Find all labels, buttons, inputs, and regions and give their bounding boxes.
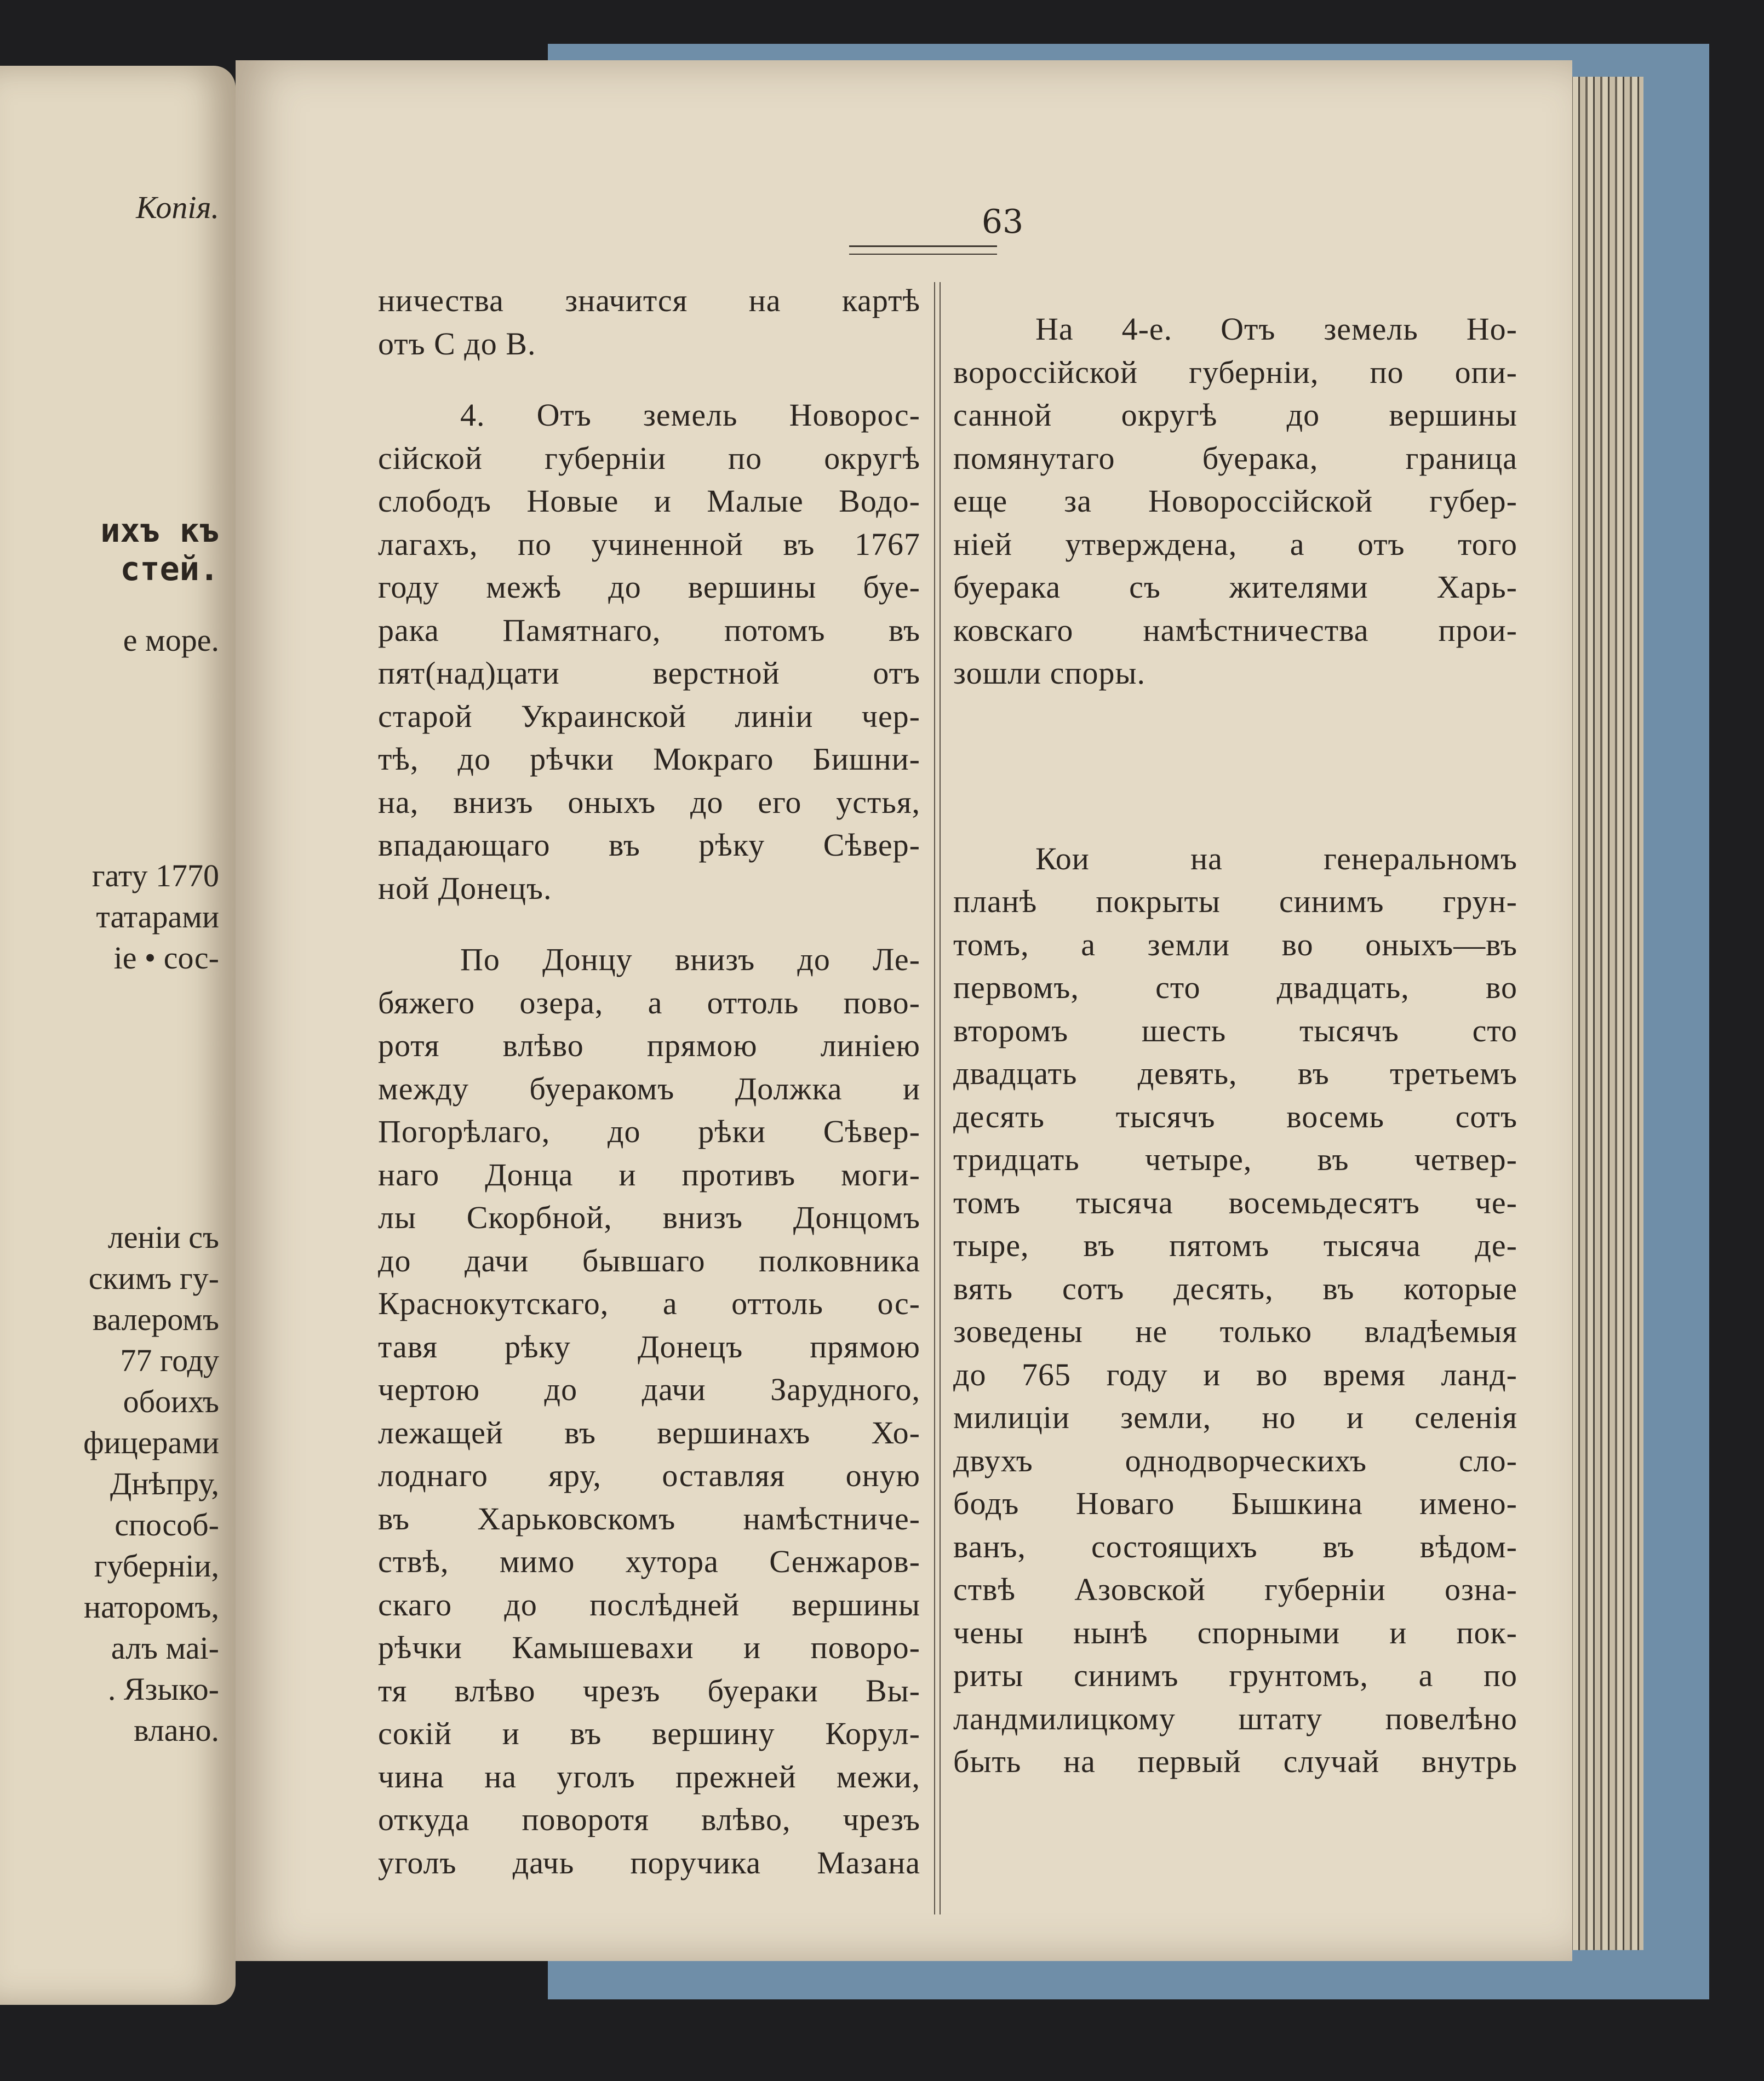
text-line: слободъ Новые и Малые Водо- bbox=[378, 483, 920, 519]
text-line: тридцать четыре, въ четвер- bbox=[953, 1142, 1517, 1177]
paragraph-gap bbox=[378, 365, 920, 394]
text-line: вять сотъ десять, въ которые bbox=[953, 1270, 1517, 1306]
text-line: рака Памятнаго, потомъ въ bbox=[378, 612, 920, 648]
text-line: ничества значится на картѣ bbox=[378, 283, 920, 318]
left-page-fragment: леніи съ bbox=[107, 1219, 219, 1255]
text-line: помянутаго буерака, граница bbox=[953, 440, 1517, 476]
text-line: второмъ шесть тысячъ сто bbox=[953, 1012, 1517, 1048]
text-line: чина на уголъ прежней межи, bbox=[378, 1758, 920, 1795]
paragraph-gap bbox=[953, 279, 1517, 308]
left-page-fragment: губерніи, bbox=[94, 1548, 219, 1584]
text-line: старой Украинской линіи чер- bbox=[378, 698, 920, 734]
text-line: сокій и въ вершину Корул- bbox=[378, 1716, 920, 1751]
text-line: бяжего озера, а оттоль пово- bbox=[378, 984, 920, 1021]
text-line: милиціи земли, но и селенія bbox=[953, 1400, 1517, 1435]
left-page-fragment: гату 1770 bbox=[91, 858, 219, 893]
text-line: томъ, а земли во оныхъ—въ bbox=[953, 926, 1517, 962]
left-page-fragment: Копія. bbox=[136, 190, 219, 225]
text-line: тѣ, до рѣчки Мокраго Бишни- bbox=[378, 741, 920, 777]
left-page-fragment: обоихъ bbox=[123, 1384, 219, 1419]
text-line: скаго до послѣдней вершины bbox=[378, 1586, 920, 1623]
text-line: ротя влѣво прямою линіею bbox=[378, 1028, 920, 1063]
text-line: десять тысячъ восемь сотъ bbox=[953, 1098, 1517, 1134]
left-page-fragment: валеромъ bbox=[92, 1302, 219, 1337]
left-page bbox=[0, 66, 236, 2005]
text-line: санной округѣ до вершины bbox=[953, 397, 1517, 433]
text-line: бодъ Новаго Бышкина имено- bbox=[953, 1486, 1517, 1521]
text-line: до дачи бывшаго полковника bbox=[378, 1242, 920, 1279]
column-divider bbox=[934, 282, 941, 1914]
text-line: буерака съ жителями Харь- bbox=[953, 569, 1517, 605]
text-line: ной Донецъ. bbox=[378, 870, 552, 906]
text-line: ковскаго намѣстничества прои- bbox=[953, 612, 1517, 648]
left-page-fragment: алъ маі- bbox=[111, 1630, 219, 1666]
text-line: ландмилицкому штату повелѣно bbox=[953, 1700, 1517, 1736]
text-line: до 765 году и во время ланд- bbox=[953, 1356, 1517, 1392]
text-line: году межѣ до вершины буе- bbox=[378, 569, 920, 605]
page-number: 63 bbox=[981, 203, 1024, 241]
text-line: двадцать девять, въ третьемъ bbox=[953, 1056, 1517, 1091]
left-page-fragment: способ- bbox=[114, 1507, 219, 1543]
text-line: въ Харьковскомъ намѣстниче- bbox=[378, 1500, 920, 1537]
text-line: лы Скорбной, внизъ Донцомъ bbox=[378, 1200, 920, 1235]
text-line: лагахъ, по учиненной въ 1767 bbox=[378, 526, 920, 562]
left-page-fragment: ихъ къ bbox=[100, 512, 219, 550]
text-line: чены нынѣ спорными и пок- bbox=[953, 1614, 1517, 1650]
text-line: ствѣ, мимо хутора Сенжаров- bbox=[378, 1544, 920, 1579]
text-line: лоднаго яру, оставляя оную bbox=[378, 1458, 920, 1493]
left-page-fragment: е море. bbox=[123, 622, 219, 658]
right-text-column bbox=[953, 279, 1517, 1784]
left-page-fragment: іе • сос- bbox=[113, 940, 219, 976]
text-line: По Донцу внизъ до Ле- bbox=[460, 942, 920, 977]
text-line: лежащей въ вершинахъ Хо- bbox=[378, 1414, 920, 1451]
left-page-fragment: . Языко- bbox=[107, 1671, 219, 1707]
text-line: откуда поворотя влѣво, чрезъ bbox=[378, 1802, 920, 1837]
text-line: ніей утверждена, а отъ того bbox=[953, 526, 1517, 562]
text-line: Погорѣлаго, до рѣки Сѣвер- bbox=[378, 1114, 920, 1149]
left-page-fragment: 77 году bbox=[120, 1343, 219, 1378]
text-line: 4. Отъ земель Новорос- bbox=[460, 397, 920, 433]
text-line: зоведены не только владѣемыя bbox=[953, 1314, 1517, 1349]
text-line: двухъ однодворческихъ сло- bbox=[953, 1442, 1517, 1478]
text-line: тыре, въ пятомъ тысяча де- bbox=[953, 1228, 1517, 1263]
text-line: Кои на генеральномъ bbox=[1035, 840, 1517, 876]
text-line: На 4-е. Отъ земель Но- bbox=[1035, 311, 1517, 347]
text-line: ствѣ Азовской губерніи озна- bbox=[953, 1572, 1517, 1607]
paragraph-gap bbox=[953, 695, 1517, 838]
text-line: тавя рѣку Донецъ прямою bbox=[378, 1328, 920, 1365]
text-line: еще за Новороссійской губер- bbox=[953, 483, 1517, 519]
paragraph-gap bbox=[378, 910, 920, 938]
text-line: вороссійской губерніи, по опи- bbox=[953, 354, 1517, 390]
left-page-fragment: скимъ гу- bbox=[88, 1260, 219, 1296]
text-line: зошли споры. bbox=[953, 655, 1146, 691]
left-text-column bbox=[378, 279, 920, 1884]
text-line: между буеракомъ Должка и bbox=[378, 1070, 920, 1107]
text-line: первомъ, сто двадцать, во bbox=[953, 970, 1517, 1005]
text-line: наго Донца и противъ моги- bbox=[378, 1156, 920, 1193]
text-line: уголъ дачь поручика Мазана bbox=[378, 1844, 920, 1881]
text-line: рѣчки Камышевахи и поворо- bbox=[378, 1630, 920, 1665]
text-line: томъ тысяча восемьдесятъ че- bbox=[953, 1184, 1517, 1220]
text-line: Краснокутскаго, а оттоль ос- bbox=[378, 1286, 920, 1321]
text-line: тя влѣво чрезъ буераки Вы- bbox=[378, 1672, 920, 1709]
right-page bbox=[236, 60, 1572, 1961]
left-page-fragment: влано. bbox=[134, 1712, 219, 1748]
text-line: впадающаго въ рѣку Сѣвер- bbox=[378, 827, 920, 863]
text-line: риты синимъ грунтомъ, а по bbox=[953, 1658, 1517, 1693]
text-line: отъ С до В. bbox=[378, 325, 536, 362]
page-number-rule bbox=[849, 245, 997, 255]
left-page-fragment: фицерами bbox=[83, 1425, 219, 1460]
text-line: планѣ покрыты синимъ грун- bbox=[953, 884, 1517, 919]
text-line: на, внизъ оныхъ до его устья, bbox=[378, 784, 920, 820]
left-page-fragment: стей. bbox=[120, 550, 219, 588]
text-line: пят(над)цати верстной отъ bbox=[378, 655, 920, 691]
text-line: ванъ, состоящихъ въ вѣдом- bbox=[953, 1528, 1517, 1564]
left-page-fragment: наторомъ, bbox=[84, 1589, 219, 1625]
left-page-fragment: Днѣпру, bbox=[110, 1466, 219, 1501]
left-page-fragment: татарами bbox=[96, 899, 219, 935]
text-line: сійской губерніи по округѣ bbox=[378, 440, 920, 476]
text-line: чертою до дачи Зарудного, bbox=[378, 1372, 920, 1407]
text-line: быть на первый случай внутрь bbox=[953, 1744, 1517, 1779]
